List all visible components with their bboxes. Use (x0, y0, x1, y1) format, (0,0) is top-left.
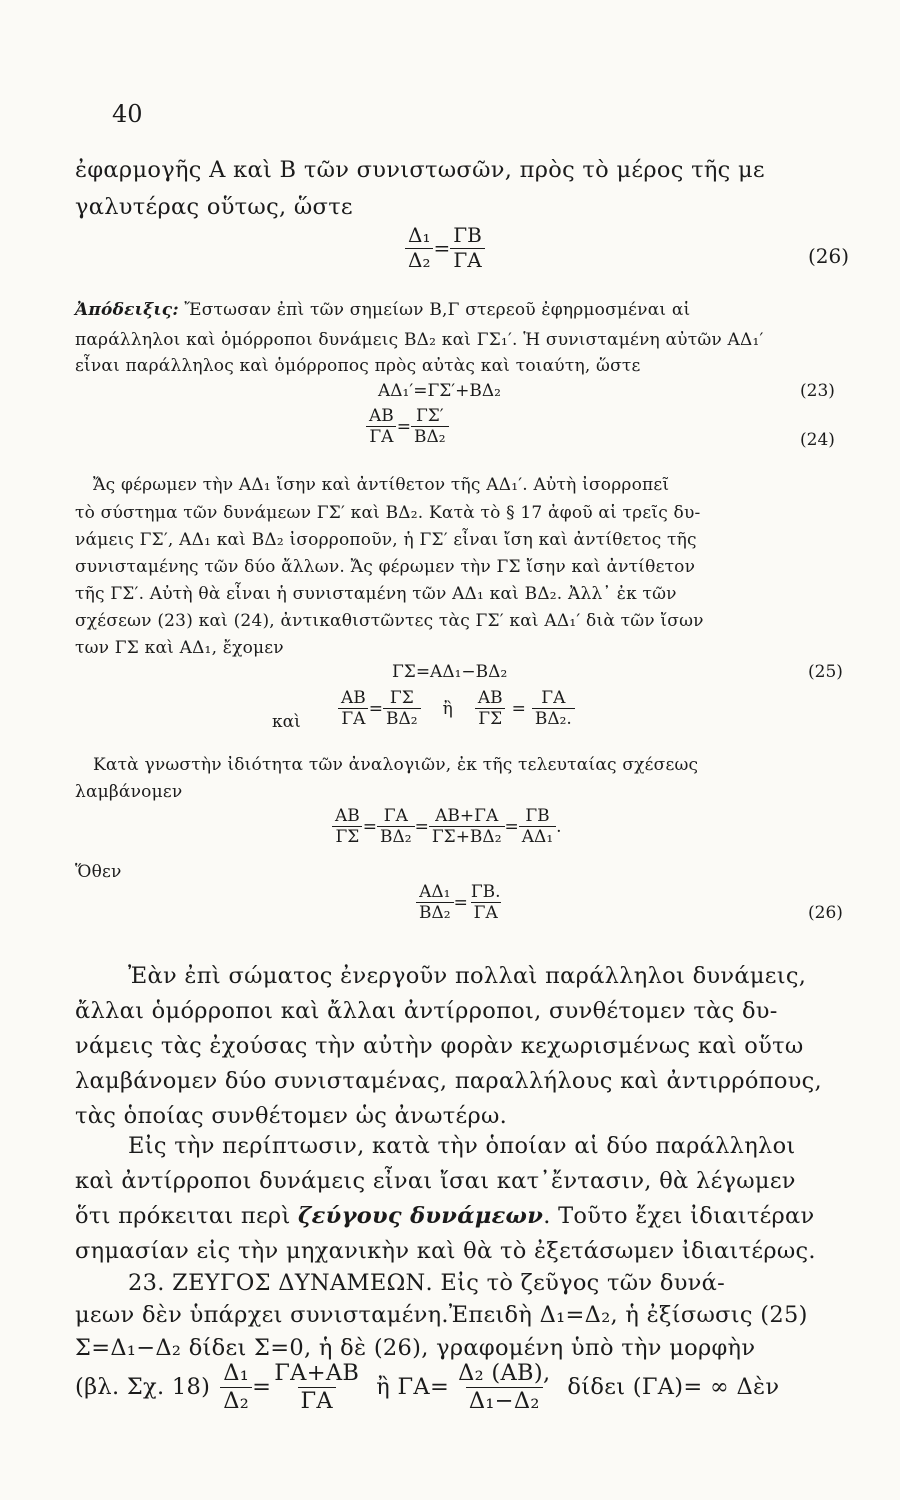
body-line: τὰς ὁποίας συνθέτομεν ὡς ἀνωτέρω. (75, 1103, 508, 1129)
equation-label: (26) (808, 244, 850, 268)
equation-23: ΑΔ₁′=ΓΣ′+ΒΔ₂ (378, 381, 501, 401)
fraction: $\frac{\Gamma\Sigma'}{\text{ΒΔ₂}}$ (411, 406, 449, 447)
equation-last-line: (βλ. Σχ. 18) $\frac{\text{Δ₁}}{\text{Δ₂}}$ = $\frac{\Gamma A+AB}{\Gamma A}$ ἢ ΓΑ= $\frac{\text{Δ₂ (ΑΒ),}}{\text{Δ₁−Δ₂}}$ δίδει (ΓΑ)= ∞ Δὲν (75, 1360, 780, 1414)
equation-25: ΓΣ=ΑΔ₁−ΒΔ₂ (392, 662, 508, 682)
body-line: νάμεις τὰς ἐχούσας τὴν αὐτὴν φορὰν κεχωρισμένως καὶ οὕτω (75, 1033, 804, 1059)
body-line: λαμβάνομεν δύο συνισταμένας, παραλλήλους καὶ ἀντιρρόπους, (75, 1068, 823, 1094)
proof-line: παράλληλοι καὶ ὁμόρροποι δυνάμεις ΒΔ₂ καὶ ΓΣ₁′. Ἡ συνισταμένη αὐτῶν ΑΔ₁′ (75, 330, 764, 350)
proof-line: Ἄς φέρωμεν τὴν ΑΔ₁ ἴσην καὶ ἀντίθετον τῆς ΑΔ₁′. Αὐτὴ ἰσορροπεῖ (93, 475, 670, 495)
body-line: σημασίαν εἰς τὴν μηχανικὴν καὶ θὰ τὸ ἐξετάσωμεν ἰδιαιτέρως. (75, 1238, 816, 1264)
fraction: $\frac{\Gamma A}{\text{ΒΔ₂.}}$ (532, 688, 575, 729)
othen-word: Ὅθεν (75, 862, 122, 882)
fraction: $\frac{\Gamma\Sigma}{\text{ΒΔ₂}}$ (383, 688, 421, 729)
fraction: $\frac{AB}{\Gamma\Sigma}$ (475, 688, 506, 729)
intro-line: ἐφαρμογῆς Α καὶ Β τῶν συνιστωσῶν, πρὸς τὸ μέρος τῆς με (75, 157, 765, 183)
equation-26a: $\frac{\text{Δ₁}}{\text{Δ₂}}$ = $\frac{\Gamma B}{\Gamma A}$ (405, 224, 485, 272)
proof-line: των ΓΣ καὶ ΑΔ₁, ἔχομεν (75, 638, 284, 658)
fraction: $\frac{\Gamma A+AB}{\Gamma A}$ (274, 1360, 360, 1414)
page-number: 40 (112, 100, 143, 128)
body-line: ἄλλαι ὁμόρροποι καὶ ἄλλαι ἀντίρροποι, συνθέτομεν τὰς δυ- (75, 998, 778, 1024)
body-line: μεων δὲν ὑπάρχει συνισταμένη.Ἐπειδὴ Δ₁=Δ₂, ἡ ἐξίσωσις (25) (75, 1302, 808, 1328)
emphasis-term: ζεύγους δυνάμεων (298, 1203, 544, 1229)
equation-24: $\frac{AB}{\Gamma A}$ = $\frac{\Gamma\Sigma'}{\text{ΒΔ₂}}$ (366, 406, 449, 447)
fraction: $\frac{\Gamma A}{\text{ΒΔ₂}}$ (377, 806, 415, 847)
body-line: Σ=Δ₁−Δ₂ δίδει Σ=0, ἡ δὲ (26), γραφομένη ὑπὸ τὴν μορφὴν (75, 1335, 756, 1361)
proof-line: τὸ σύστημα τῶν δυνάμεων ΓΣ′ καὶ ΒΔ₂. Κατὰ τὸ § 17 ἀφοῦ αἱ τρεῖς δυ- (75, 503, 701, 523)
fraction: $\frac{\text{Δ₁}}{\text{Δ₂}}$ (405, 224, 433, 272)
proof-heading: Ἀπόδειξις: (75, 300, 179, 320)
fraction: $\frac{\text{ΑΔ₁}}{\text{ΒΔ₂}}$ (416, 882, 454, 923)
proof-line: νάμεις ΓΣ′, ΑΔ₁ καὶ ΒΔ₂ ἰσορροποῦν, ἡ ΓΣ′ εἶναι ἴση καὶ ἀντίθετος τῆς (75, 530, 697, 550)
fraction: $\frac{\Gamma B}{\text{ΑΔ₁}}$ (519, 806, 556, 847)
equation-label: (24) (800, 430, 835, 450)
equation-proportion: $\frac{AB}{\Gamma A}$ = $\frac{\Gamma\Sigma}{\text{ΒΔ₂}}$ ἢ $\frac{AB}{\Gamma\Sigma}$ = $\frac{\Gamma A}{\text{ΒΔ₂.}}$ (338, 688, 575, 729)
fraction: $\frac{\text{Δ₁}}{\text{Δ₂}}$ (220, 1360, 252, 1414)
proof-line: εἶναι παράλληλος καὶ ὁμόρροπος πρὸς αὐτὰς καὶ τοιαύτη, ὥστε (75, 356, 641, 376)
fraction: $\frac{AB}{\Gamma A}$ (338, 688, 369, 729)
body-line: καὶ ἀντίρροποι δυνάμεις εἶναι ἴσαι κατ᾽ἔντασιν, θὰ λέγωμεν (75, 1168, 796, 1194)
proof-line: Κατὰ γνωστὴν ἰδιότητα τῶν ἀναλογιῶν, ἐκ τῆς τελευταίας σχέσεως (93, 755, 699, 775)
section-heading-line: 23. ΖΕΥΓΟΣ ΔΥΝΑΜΕΩΝ. Εἰς τὸ ζεῦγος τῶν δυνά- (128, 1270, 726, 1296)
proof-line: λαμβάνομεν (75, 782, 183, 802)
equation-proportion-sum: $\frac{AB}{\Gamma\Sigma}$ = $\frac{\Gamma A}{\text{ΒΔ₂}}$ = $\frac{AB+\Gamma A}{\text{ΓΣ+ΒΔ₂}}$ = $\frac{\Gamma B}{\text{ΑΔ₁}}$ . (332, 806, 562, 847)
equation-label: (26) (808, 903, 843, 923)
fraction: $\frac{AB+\Gamma A}{\text{ΓΣ+ΒΔ₂}}$ (429, 806, 505, 847)
intro-line: γαλυτέρας οὕτως, ὥστε (75, 194, 353, 220)
fraction: $\frac{\Gamma B}{\Gamma A}$ (450, 224, 485, 272)
equation-label: (25) (808, 662, 843, 682)
proof-line: τῆς ΓΣ′. Αὐτὴ θὰ εἶναι ἡ συνισταμένη τῶν ΑΔ₁ καὶ ΒΔ₂. Ἀλλ᾽ ἐκ τῶν (75, 584, 677, 604)
proof-line: συνισταμένης τῶν δύο ἄλλων. Ἄς φέρωμεν τὴν ΓΣ ἴσην καὶ ἀντίθετον (75, 557, 696, 577)
kai-word: καὶ (272, 712, 301, 732)
body-line: ὅτι πρόκειται περὶ ζεύγους δυνάμεων. Τοῦτο ἔχει ἰδιαιτέραν (75, 1203, 815, 1229)
fraction: $\frac{\Gamma B.}{\Gamma A}$ (470, 882, 501, 924)
body-line: Εἰς τὴν περίπτωσιν, κατὰ τὴν ὁποίαν αἱ δύο παράλληλοι (128, 1133, 796, 1159)
proof-line: Ἀπόδειξις: Ἔστωσαν ἐπὶ τῶν σημείων Β,Γ στερεοῦ ἐφηρμοσμέναι αἱ (75, 300, 691, 320)
fraction: $\frac{AB}{\Gamma A}$ (366, 406, 397, 447)
fraction: $\frac{\text{Δ₂ (ΑΒ),}}{\text{Δ₁−Δ₂}}$ (458, 1360, 551, 1414)
proof-line: σχέσεων (23) καὶ (24), ἀντικαθιστῶντες τὰς ΓΣ′ καὶ ΑΔ₁′ διὰ τῶν ἴσων (75, 611, 704, 631)
fraction: $\frac{AB}{\Gamma\Sigma}$ (332, 806, 363, 847)
body-line: Ἐὰν ἐπὶ σώματος ἐνεργοῦν πολλαὶ παράλληλοι δυνάμεις, (128, 963, 807, 989)
equation-26b: $\frac{\text{ΑΔ₁}}{\text{ΒΔ₂}}$ = $\frac{\Gamma B.}{\Gamma A}$ (416, 882, 504, 923)
equation-label: (23) (800, 381, 835, 401)
